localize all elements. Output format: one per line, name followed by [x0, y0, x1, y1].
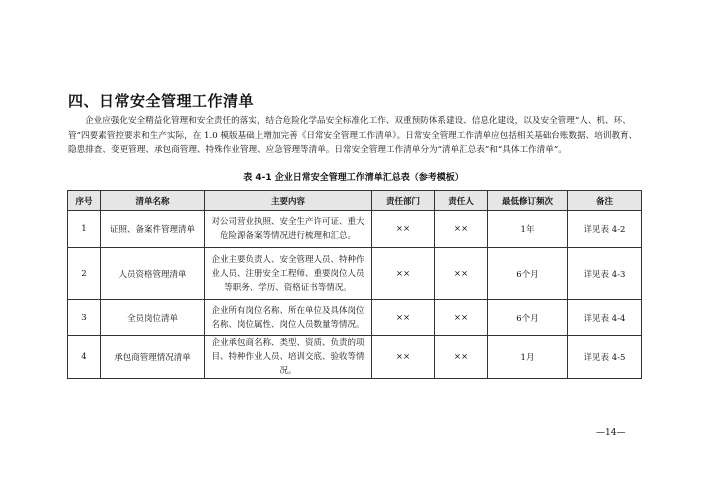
page-number: —14— [596, 428, 626, 438]
summary-table [67, 190, 642, 379]
cell-no: 3 [68, 300, 101, 336]
section-heading: 四、日常安全管理工作清单 [68, 92, 255, 110]
cell-name: 承包商管理情况清单 [101, 336, 205, 379]
cell-department: ×× [372, 211, 435, 248]
cell-person: ×× [435, 336, 488, 379]
table-caption: 表 4-1 企业日常安全管理工作清单汇总表（参考模板） [243, 173, 464, 183]
cell-person: ×× [435, 300, 488, 336]
header-content: 主要内容 [205, 191, 372, 211]
cell-content: 企业所有岗位名称、所在单位及具体岗位名称、岗位属性、岗位人员数量等情况。 [205, 300, 372, 336]
cell-person: ×× [435, 248, 488, 300]
cell-content: 对公司营业执照、安全生产许可证、重大危险源备案等情况进行梳理和汇总。 [205, 211, 372, 248]
cell-department: ×× [372, 336, 435, 379]
table-row [68, 211, 642, 248]
header-frequency: 最低修订频次 [488, 191, 568, 211]
cell-department: ×× [372, 300, 435, 336]
cell-no: 1 [68, 211, 101, 248]
cell-content: 企业主要负责人、安全管理人员、特种作业人员、注册安全工程师、重要岗位人员等职务、学历、资格证书等情况。 [205, 248, 372, 300]
cell-no: 2 [68, 248, 101, 300]
cell-content: 企业承包商名称、类型、资质、负责的项目、特种作业人员、培训交底、验收等情况。 [205, 336, 372, 379]
cell-remark: 详见表 4-4 [568, 300, 642, 336]
cell-person: ×× [435, 211, 488, 248]
cell-remark: 详见表 4-3 [568, 248, 642, 300]
cell-frequency: 1年 [488, 211, 568, 248]
cell-remark: 详见表 4-2 [568, 211, 642, 248]
cell-remark: 详见表 4-5 [568, 336, 642, 379]
cell-name: 证照、备案件管理清单 [101, 211, 205, 248]
table-header-row [68, 191, 642, 211]
cell-department: ×× [372, 248, 435, 300]
intro-paragraph: 企业应强化安全精益化管理和安全责任的落实，结合危险化学品安全标准化工作、双重预防体系建设、信息化建设，以及安全管理“人、机、环、管”四要素管控要求和生产实际，在 1.0 模版基础上增加完善《日常安全管理工作清单》。日常安全管理工作清单应包括相关基础台账数据、培训教育、隐患排查、变更管理、承包商管理、特殊作业管理、应急管理等清单。日常安全管理工作清单分为“清单汇总表”和“具体工作清单”。 [68, 116, 638, 155]
cell-frequency: 1月 [488, 336, 568, 379]
cell-frequency: 6个月 [488, 300, 568, 336]
cell-frequency: 6个月 [488, 248, 568, 300]
table-row [68, 248, 642, 300]
table-row [68, 300, 642, 336]
cell-name: 人员资格管理清单 [101, 248, 205, 300]
header-name: 清单名称 [101, 191, 205, 211]
header-department: 责任部门 [372, 191, 435, 211]
cell-no: 4 [68, 336, 101, 379]
table-row [68, 336, 642, 379]
header-no: 序号 [68, 191, 101, 211]
cell-name: 全员岗位清单 [101, 300, 205, 336]
header-remark: 备注 [568, 191, 642, 211]
header-person: 责任人 [435, 191, 488, 211]
